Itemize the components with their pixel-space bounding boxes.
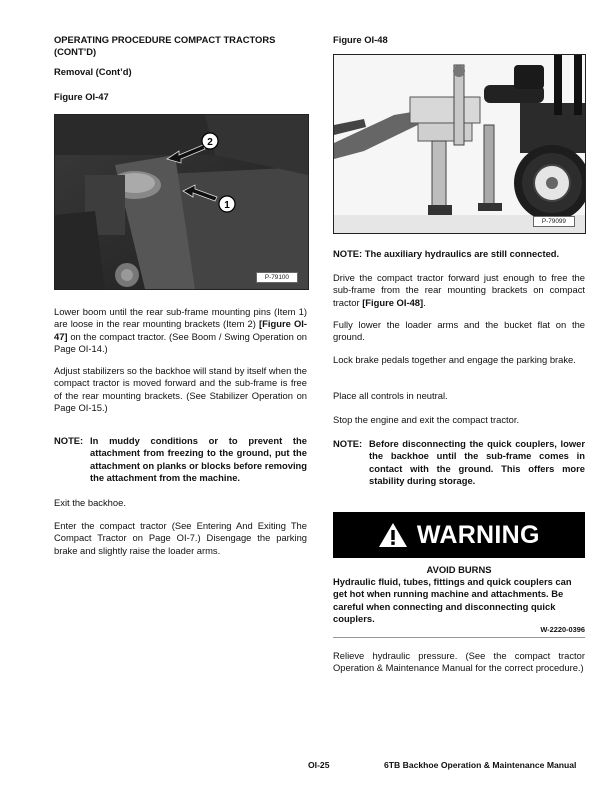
paragraph-exit-backhoe: Exit the backhoe. (54, 497, 126, 508)
warning-divider (333, 637, 585, 638)
note-auxiliary-hydraulics: NOTE: The auxiliary hydraulics are still connected. (333, 248, 560, 259)
figure-code-oi47: P-79100 (256, 272, 298, 283)
warning-banner (333, 512, 585, 558)
figure-caption-oi47: Figure OI-47 (54, 91, 109, 102)
warning-triangle-icon (378, 521, 408, 549)
figure-oi48-illustration (334, 55, 585, 233)
warning-subtitle: AVOID BURNS (426, 564, 492, 575)
paragraph-lower-loader: Fully lower the loader arms and the bucket flat on the ground. (333, 319, 585, 343)
figure-oi48-photo (333, 54, 586, 234)
paragraph-enter-tractor: Enter the compact tractor (See Entering And Exiting The Compact Tractor on Page OI-7.) Disengage the parking brake and slightly raise the loader arms. (54, 520, 307, 556)
figure-code-oi48: P-79099 (533, 216, 575, 227)
paragraph-drive-forward: Drive the compact tractor forward just enough to free the sub-frame from the rear mounting brackets on compact tractor [Figure OI-48]. (333, 272, 585, 308)
paragraph-controls-neutral: Place all controls in neutral. (333, 390, 448, 401)
callout-2: 2 (207, 137, 213, 148)
figure-oi47-illustration (55, 115, 308, 289)
paragraph-adjust-stabilizers: Adjust stabilizers so the backhoe will stand by itself when the compact tractor is moved forward and the sub-frame is free of the rear mounting brackets. (See Stabilizer Operation on Page OI-15.) (54, 365, 307, 414)
callout-1: 1 (224, 200, 230, 211)
paragraph-lock-brake: Lock brake pedals together and engage the parking brake. (333, 354, 576, 365)
warning-code: W-2220-0396 (540, 625, 585, 634)
note-quick-couplers: NOTE: Before disconnecting the quick couplers, lower the backhoe until the sub-frame comes in contact with the ground. This offers more stability during storage. (333, 438, 585, 487)
paragraph-stop-engine: Stop the engine and exit the compact tractor. (333, 414, 520, 425)
warning-title: WARNING (416, 521, 540, 549)
warning-body: Hydraulic fluid, tubes, fittings and quick couplers can get hot when running machine and attachments. Be careful when connecting and disconnecting quick couplers. (333, 576, 572, 625)
paragraph-lower-boom: Lower boom until the rear sub-frame mounting pins (Item 1) are loose in the rear mounting brackets (Item 2) [Figure OI-47] on the compact tractor. (See Boom / Swing Operation on Page OI-14.) (54, 306, 307, 355)
manual-title: 6TB Backhoe Operation & Maintenance Manual (384, 760, 577, 770)
figure-caption-oi48: Figure OI-48 (333, 34, 388, 45)
page-number: OI-25 (308, 760, 330, 770)
section-title: OPERATING PROCEDURE COMPACT TRACTORS (CONT’D) (54, 34, 276, 58)
subheading: Removal (Cont’d) (54, 66, 132, 77)
paragraph-relieve-pressure: Relieve hydraulic pressure. (See the compact tractor Operation & Maintenance Manual for the correct procedure.) (333, 650, 585, 674)
figure-oi47-photo (54, 114, 309, 290)
note-muddy-conditions: NOTE: In muddy conditions or to prevent the attachment from freezing to the ground, put the attachment on planks or blocks before removing the attachment from the machine. (54, 435, 307, 484)
